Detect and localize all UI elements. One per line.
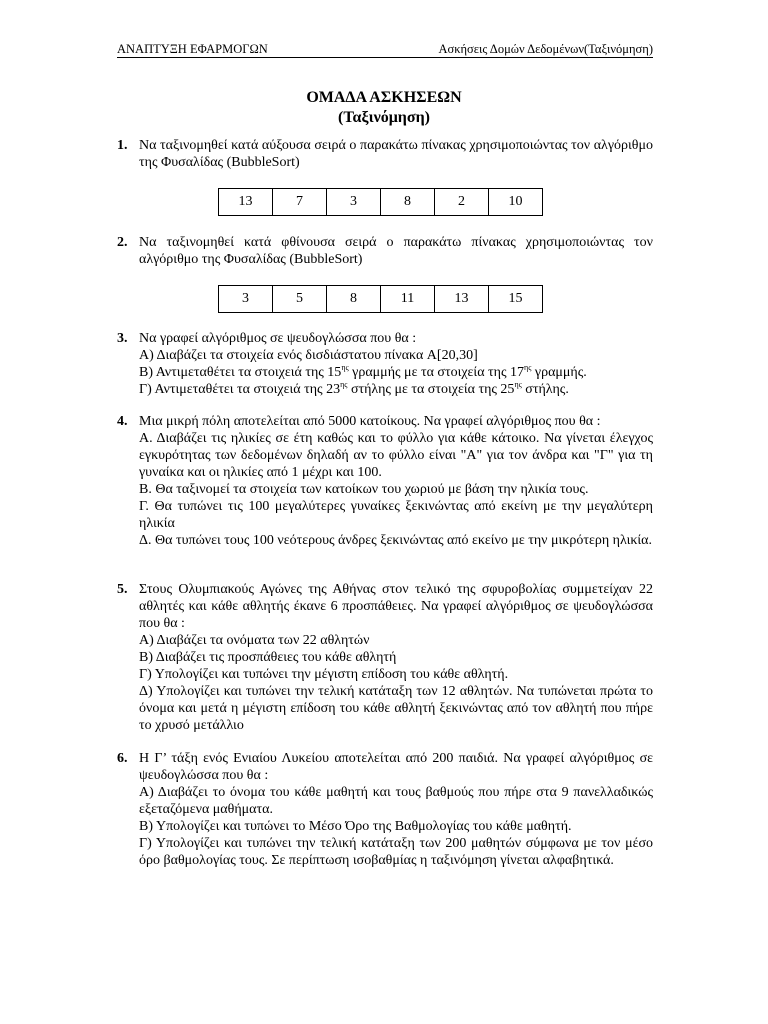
exercise-intro: Στους Ολυμπιακούς Αγώνες της Αθήνας στον τελικό της σφυροβολίας συμμετείχαν 22 αθλητές και κάθε αθλητής έκανε 6 προσπάθειες. Να γραφεί αλγόριθμος σε ψευδογλώσσα που θα : xyxy=(139,582,653,631)
exercise-item-c: Γ) Υπολογίζει και τυπώνει την τελική κατάταξη των 200 μαθητών σύμφωνα με τον μέσο όρο βαθμολογίας τους. Σε περίπτωση ισοβαθμίας η ταξινόμηση γίνεται αλφαβητικά. xyxy=(139,836,653,868)
exercise-number: 6. xyxy=(117,751,128,766)
array-cell: 11 xyxy=(381,286,435,313)
page-header xyxy=(117,42,653,58)
exercise-2 xyxy=(117,234,653,268)
array-cell: 8 xyxy=(327,286,381,313)
header-right: Ασκήσεις Δομών Δεδομένων(Ταξινόμηση) xyxy=(438,42,653,56)
exercise-item-b: Β. Θα ταξινομεί τα στοιχεία των κατοίκων του χωριού με βάση την ηλικία τους. xyxy=(139,482,589,497)
page-title: ΟΜΑΔΑ ΑΣΚΗΣΕΩΝ xyxy=(306,89,462,106)
exercise-item-d: Δ) Υπολογίζει και τυπώνει την τελική κατάταξη των 12 αθλητών. Να τυπώνεται πρώτα το όνομα και μετά η μέγιστη επίδοση του κάθε αθλητή ξεκινώντας από τον αθλητή που πήρε το χρυσό μετάλλιο xyxy=(139,684,653,733)
array-cell: 5 xyxy=(273,286,327,313)
array-cell: 15 xyxy=(489,286,543,313)
array-table-2 xyxy=(218,285,543,313)
exercise-intro: Μια μικρή πόλη αποτελείται από 5000 κατοίκους. Να γραφεί αλγόριθμος που θα : xyxy=(139,414,601,429)
exercise-item-a: Α) Διαβάζει τα στοιχεία ενός δισδιάστατου πίνακα A[20,30] xyxy=(139,348,478,363)
array-cell: 13 xyxy=(219,189,273,216)
array-cell: 10 xyxy=(489,189,543,216)
array-cell: 7 xyxy=(273,189,327,216)
exercise-number: 3. xyxy=(117,331,128,346)
exercise-6 xyxy=(117,750,653,869)
exercise-item-b: Β) Διαβάζει τις προσπάθειες του κάθε αθλητή xyxy=(139,650,397,665)
exercise-item-c: Γ) Αντιμεταθέτει τα στοιχειά της $23^{\eta\varsigma}$ στήλης με τα στοιχεία της $25^{\eta\varsigma}$ στήλης. xyxy=(139,380,569,397)
exercise-5 xyxy=(117,581,653,734)
exercise-4 xyxy=(117,413,653,549)
exercise-item-d: Δ. Θα τυπώνει τους 100 νεότερους άνδρες ξεκινώντας από εκείνο με την μικρότερη ηλικία. xyxy=(139,533,652,548)
exercise-item-b: Β) Υπολογίζει και τυπώνει το Μέσο Όρο της Βαθμολογίας του κάθε μαθητή. xyxy=(139,819,572,834)
exercise-item-a: Α) Διαβάζει τα ονόματα των 22 αθλητών xyxy=(139,633,370,648)
array-cell: 8 xyxy=(381,189,435,216)
exercise-text: Να ταξινομηθεί κατά φθίνουσα σειρά ο παρακάτω πίνακας χρησιμοποιώντας τον αλγόριθμο της Φυσαλίδας (BubbleSort) xyxy=(139,235,653,267)
array-cell: 3 xyxy=(327,189,381,216)
exercise-item-a: Α. Διαβάζει τις ηλικίες σε έτη καθώς και το φύλλο για κάθε κάτοικο. Να γίνεται έλεγχος εγκυρότητας των δεδομένων δηλαδή αν το φύλλο είναι "Α" για τον άνδρα και "Γ" για τη γυναίκα και οι ηλικίες από 1 μέχρι και 100. xyxy=(139,431,653,480)
exercise-text: Να ταξινομηθεί κατά αύξουσα σειρά ο παρακάτω πίνακας χρησιμοποιώντας τον αλγόριθμο της Φυσαλίδας (BubbleSort) xyxy=(139,138,653,170)
exercise-1 xyxy=(117,137,653,171)
array-cell: 13 xyxy=(435,286,489,313)
array-table-1 xyxy=(218,188,543,216)
array-cell: 3 xyxy=(219,286,273,313)
page-subtitle: (Ταξινόμηση) xyxy=(338,109,430,126)
exercise-intro: Να γραφεί αλγόριθμος σε ψευδογλώσσα που θα : xyxy=(139,331,417,346)
header-left: ΑΝΑΠΤΥΞΗ ΕΦΑΡΜΟΓΩΝ xyxy=(117,42,268,56)
exercise-number: 2. xyxy=(117,235,128,250)
exercise-intro: Η Γ’ τάξη ενός Ενιαίου Λυκείου αποτελείται από 200 παιδιά. Να γραφεί αλγόριθμος σε ψευδογλώσσα που θα : xyxy=(139,751,653,783)
exercise-item-c: Γ) Υπολογίζει και τυπώνει την μέγιστη επίδοση του κάθε αθλητή. xyxy=(139,667,509,682)
array-cell: 2 xyxy=(435,189,489,216)
exercise-3 xyxy=(117,330,653,398)
exercise-number: 1. xyxy=(117,138,128,153)
exercise-item-c: Γ. Θα τυπώνει τις 100 μεγαλύτερες γυναίκες ξεκινώντας από εκείνη με την μεγαλύτερη ηλικία xyxy=(139,499,653,531)
exercise-number: 5. xyxy=(117,582,128,597)
exercise-number: 4. xyxy=(117,414,128,429)
exercise-item-b: Β) Αντιμεταθέτει τα στοιχειά της $15^{\eta\varsigma}$ γραμμής με τα στοιχεία της $17^{\eta\varsigma}$ γραμμής. xyxy=(139,363,587,380)
exercise-item-a: Α) Διαβάζει το όνομα του κάθε μαθητή και τους βαθμούς που πήρε στα 9 πανελλαδικώς εξεταζόμενα μαθήματα. xyxy=(139,785,653,817)
